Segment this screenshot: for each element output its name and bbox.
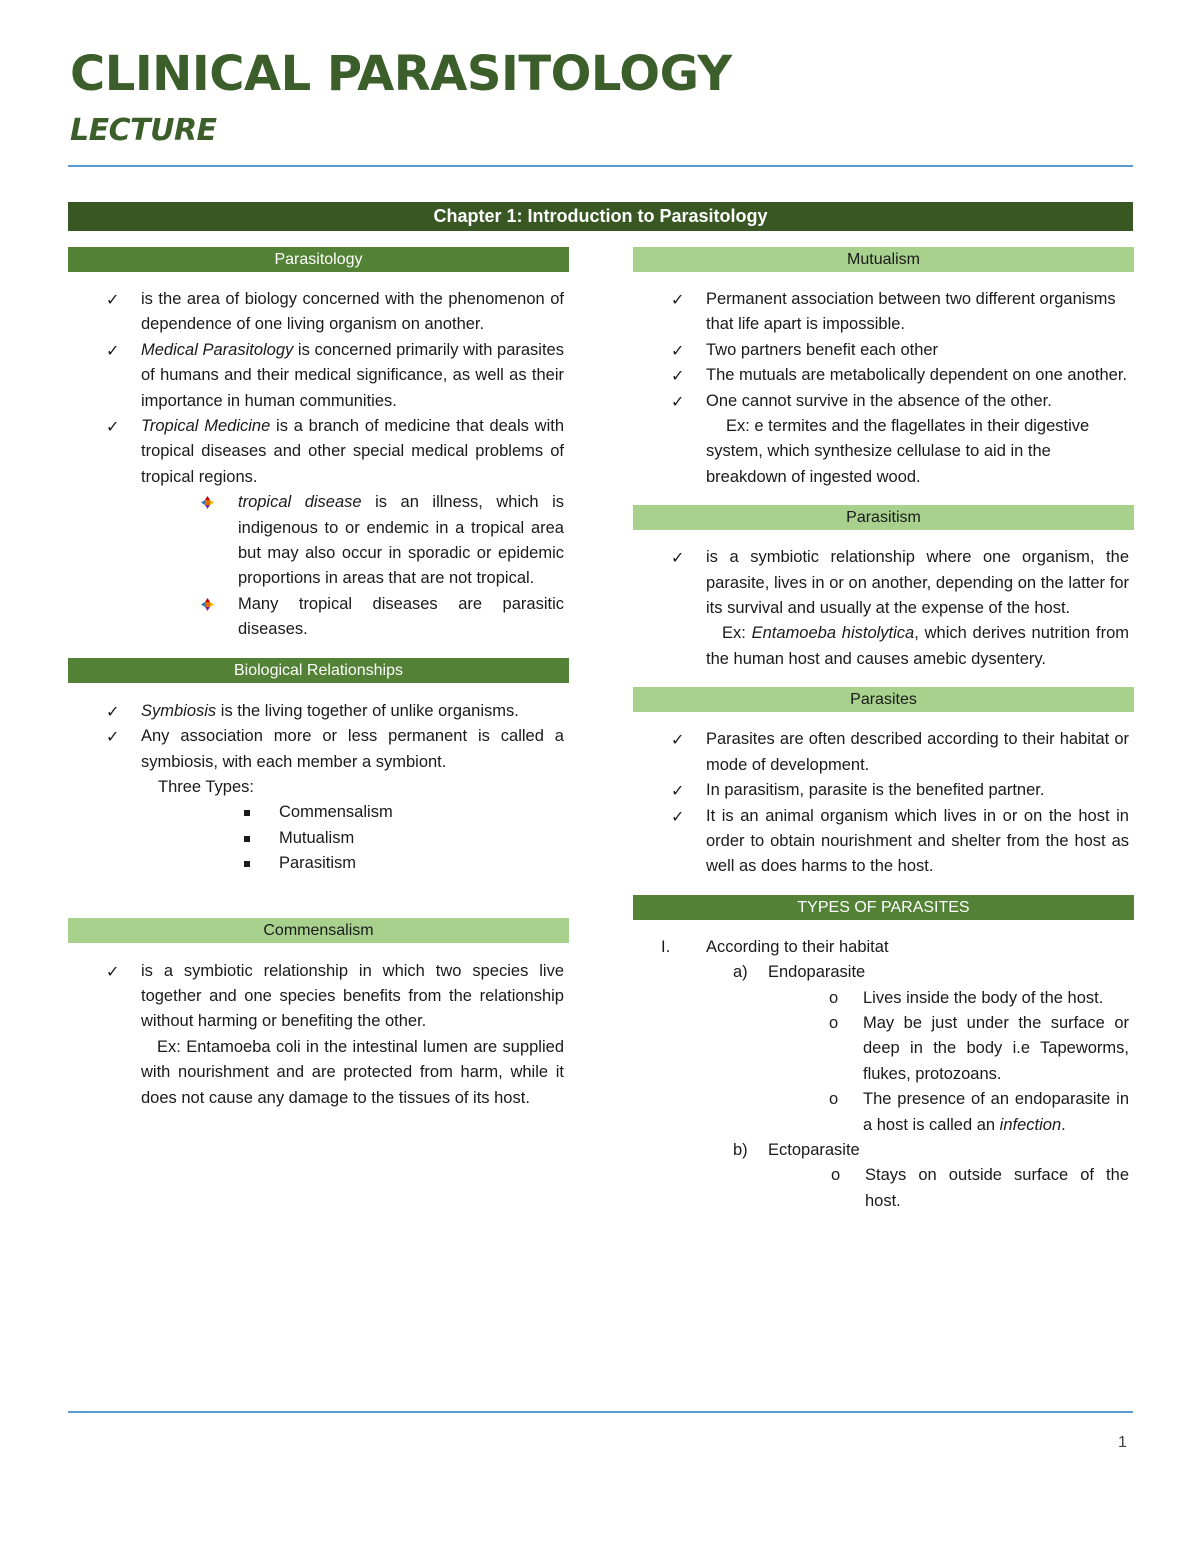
list-item	[68, 287, 569, 338]
list-item-text: Permanent association between two different organisms that life apart is impossible.	[706, 290, 1116, 334]
term: infection	[999, 1115, 1062, 1134]
list-item-text: In parasitism, parasite is the benefited partner.	[706, 781, 1045, 800]
check-icon: ✓	[106, 961, 120, 981]
circle-bullet-icon: o	[831, 1166, 841, 1185]
list-item-text: One cannot survive in the absence of the other.	[706, 391, 1052, 410]
term: Medical Parasitology	[141, 340, 294, 359]
list-item-text: Parasitism	[279, 854, 357, 873]
outline-level-1	[633, 935, 1134, 960]
list-item	[633, 778, 1134, 803]
example-text: , which derives nutrition from the human host and causes amebic dysentery.	[706, 624, 1129, 668]
document-title: CLINICAL PARASITOLOGY	[70, 46, 732, 102]
list-item-text: It is an animal organism which lives in or on the host in order to obtain nourishment and shelter from the host as well as does harms to the host.	[706, 806, 1129, 876]
check-icon: ✓	[671, 730, 685, 750]
term: Tropical Medicine	[141, 417, 271, 436]
outline-text: Lives inside the body of the host.	[863, 988, 1104, 1007]
check-icon: ✓	[106, 417, 120, 437]
commensalism-example: Ex: Entamoeba coli in the intestinal lumen are supplied with nourishment and are protected from harm, while it does not cause any damage to the tissues of its host.	[141, 1037, 564, 1107]
outline-label: b)	[733, 1140, 748, 1159]
check-icon: ✓	[106, 727, 120, 747]
section-heading-types-of-parasites: TYPES OF PARASITES	[633, 895, 1134, 920]
check-icon: ✓	[671, 806, 685, 826]
check-icon: ✓	[671, 548, 685, 568]
list-item	[68, 826, 569, 851]
list-item-text: is an illness, which is indigenous to or endemic in a tropical area but may also occur in sporadic or epidemic proportions in areas that are not tropical.	[238, 493, 564, 588]
header-rule	[68, 165, 1133, 167]
list-item-text: Commensalism	[279, 803, 393, 822]
list-item	[633, 389, 1134, 414]
parasitism-list	[633, 545, 1134, 621]
check-icon: ✓	[106, 701, 120, 721]
list-item-text: Parasites are often described according to their habitat or mode of development.	[706, 730, 1129, 774]
footer-rule	[68, 1411, 1133, 1413]
section-heading-parasitology: Parasitology	[68, 247, 569, 272]
check-icon: ✓	[106, 290, 120, 309]
types-of-parasites-outline	[633, 935, 1134, 1214]
left-column	[68, 247, 569, 1111]
list-item-text: is the area of biology concerned with the phenomenon of dependence of one living organism on another.	[141, 290, 564, 334]
four-color-arrow-icon	[201, 496, 214, 509]
circle-bullet-icon: o	[829, 1090, 839, 1109]
right-column	[633, 247, 1134, 1214]
check-icon: ✓	[671, 340, 685, 360]
square-bullet-icon	[244, 861, 250, 867]
list-item	[68, 414, 569, 490]
page-number: 1	[1118, 1434, 1127, 1451]
punctuation: .	[1061, 1115, 1066, 1134]
roman-numeral: I.	[661, 937, 671, 956]
example-prefix: Ex:	[722, 624, 752, 643]
parasitology-list	[68, 287, 569, 490]
commensalism-list	[68, 959, 569, 1035]
term: Symbiosis	[141, 701, 217, 720]
list-item-text: Two partners benefit each other	[706, 340, 939, 359]
check-icon: ✓	[671, 391, 685, 411]
list-item	[633, 287, 1134, 338]
mutualism-list	[633, 287, 1134, 414]
square-bullet-icon	[244, 836, 250, 842]
tropical-sublist	[68, 490, 569, 642]
list-item-text: is a branch of medicine that deals with tropical diseases and other special medical problems of tropical regions.	[141, 417, 565, 486]
outline-text: According to their habitat	[706, 937, 889, 956]
circle-bullet-icon: o	[829, 988, 839, 1007]
outline-level-3	[633, 1011, 1134, 1087]
list-item-text: is a symbiotic relationship in which two species live together and one species benefits from the relationship without harming or benefiting the other.	[141, 961, 564, 1031]
outline-text: Ectoparasite	[768, 1140, 860, 1159]
outline-level-2	[633, 960, 1134, 985]
biorel-list	[68, 699, 569, 775]
outline-text: Stays on outside surface of the host.	[865, 1166, 1129, 1210]
four-color-arrow-icon	[201, 598, 214, 611]
term: Entamoeba histolytica	[751, 624, 915, 643]
mutualism-example: Ex: e termites and the flagellates in their digestive system, which synthesize cellulase to aid in the breakdown of ingested wood.	[706, 417, 1090, 486]
list-item-text: is the living together of unlike organisms.	[216, 701, 519, 720]
list-item	[68, 338, 569, 414]
check-icon: ✓	[671, 290, 685, 309]
outline-level-3	[633, 986, 1134, 1011]
check-icon: ✓	[671, 366, 685, 386]
list-item	[68, 724, 569, 775]
check-icon: ✓	[671, 781, 685, 801]
list-item	[633, 338, 1134, 363]
square-bullet-icon	[244, 810, 250, 816]
outline-text: The presence of an endoparasite in a host is called an	[863, 1090, 1129, 1134]
list-item	[633, 363, 1134, 388]
circle-bullet-icon: o	[829, 1013, 839, 1032]
list-item	[68, 851, 569, 876]
outline-text: May be just under the surface or deep in the body i.e Tapeworms, flukes, protozoans.	[863, 1013, 1129, 1083]
list-item-text: is concerned primarily with parasites of humans and their medical significance, as well as their importance in human communities.	[141, 340, 564, 410]
list-item-text: Many tropical diseases are parasitic diseases.	[238, 594, 564, 639]
list-item-text: The mutuals are metabolically dependent on one another.	[706, 366, 1128, 385]
list-item	[68, 699, 569, 724]
chapter-heading: Chapter 1: Introduction to Parasitology	[68, 202, 1133, 231]
outline-label: a)	[733, 963, 748, 982]
list-item	[68, 800, 569, 825]
document-subtitle: LECTURE	[70, 113, 217, 148]
section-heading-commensalism: Commensalism	[68, 918, 569, 943]
outline-level-3	[633, 1087, 1134, 1138]
relationship-types-list	[68, 800, 569, 876]
outline-level-2	[633, 1138, 1134, 1163]
term: tropical disease	[238, 493, 362, 512]
section-heading-mutualism: Mutualism	[633, 247, 1134, 272]
section-heading-biological-relationships: Biological Relationships	[68, 658, 569, 683]
parasitism-example	[633, 621, 1134, 672]
section-heading-parasitism: Parasitism	[633, 505, 1134, 530]
list-item	[633, 727, 1134, 778]
list-item	[68, 592, 569, 643]
list-item	[633, 804, 1134, 880]
outline-level-3	[633, 1163, 1134, 1214]
list-item-text: Mutualism	[279, 828, 355, 847]
list-item-text: is a symbiotic relationship where one organism, the parasite, lives in or on another, depending on the latter for its survival and usually at the expense of the host.	[706, 548, 1129, 618]
outline-text: Endoparasite	[768, 963, 866, 982]
types-label: Three Types:	[158, 777, 254, 796]
check-icon: ✓	[106, 340, 120, 360]
list-item	[68, 490, 569, 592]
section-heading-parasites: Parasites	[633, 687, 1134, 712]
list-item	[68, 959, 569, 1035]
list-item-text: Any association more or less permanent is called a symbiosis, with each member a symbiont.	[141, 727, 564, 771]
list-item	[633, 545, 1134, 621]
parasites-list	[633, 727, 1134, 879]
